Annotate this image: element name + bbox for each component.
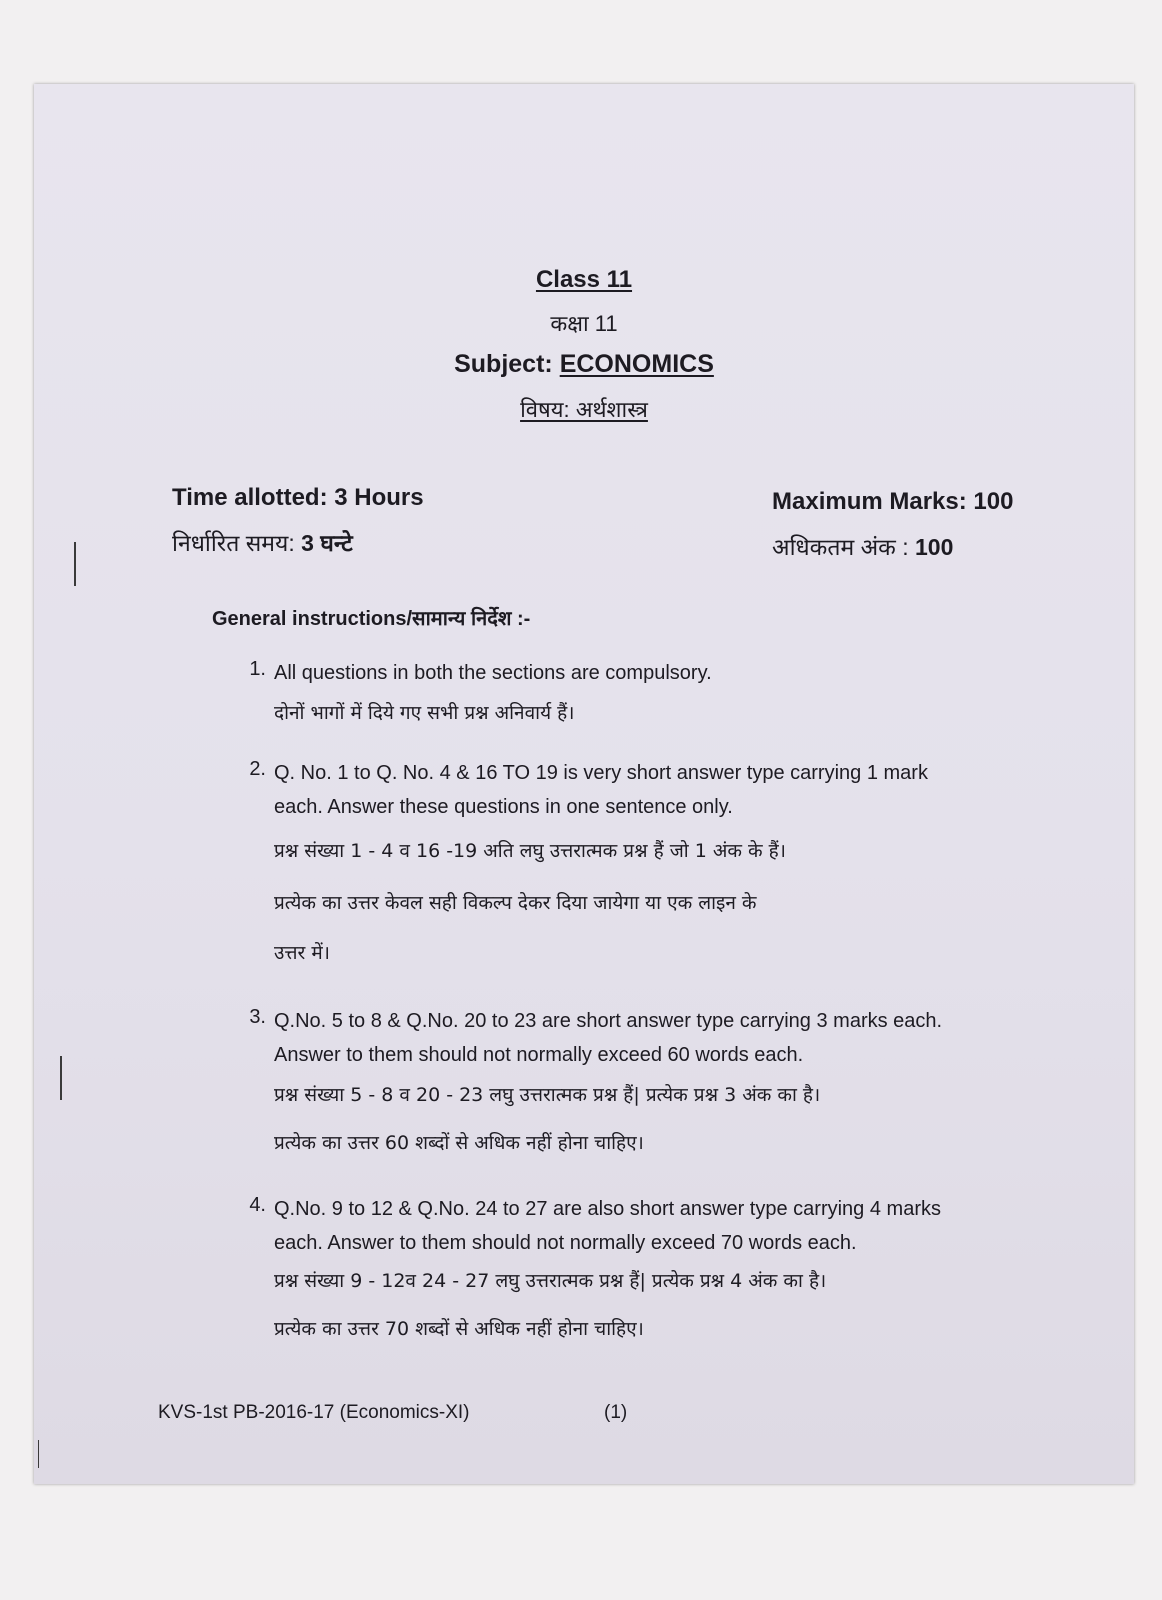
maximum-marks-english: Maximum Marks: 100 bbox=[772, 488, 1014, 515]
instruction-number: 2. bbox=[249, 758, 266, 780]
instruction-text-hi: प्रश्न संख्या 1 - 4 व 16 -19 अति लघु उत्तरात्मक प्रश्न हैं जो 1 अंक के हैं। bbox=[274, 840, 786, 862]
instruction-text-en: each. Answer these questions in one sentence only. bbox=[274, 796, 733, 818]
subject-title-hindi: विषय: अर्थशास्त्र bbox=[520, 397, 648, 422]
instruction-text-hi: उत्तर में। bbox=[274, 942, 330, 964]
footer-page-number: (1) bbox=[604, 1402, 628, 1423]
time-allotted bbox=[172, 484, 424, 558]
instruction-item bbox=[236, 758, 1076, 968]
instruction-item bbox=[236, 658, 1076, 728]
subject-title: Subject: ECONOMICS bbox=[454, 350, 714, 378]
instruction-text-en: each. Answer to them should not normally exceed 70 words each. bbox=[274, 1232, 857, 1254]
instruction-number: 1. bbox=[249, 658, 266, 680]
instruction-text-hi: प्रश्न संख्या 9 - 12व 24 - 27 लघु उत्तरात्मक प्रश्न हैं| प्रत्येक प्रश्न 4 अंक का है। bbox=[274, 1270, 827, 1292]
class-title-hindi: कक्षा 11 bbox=[550, 311, 618, 336]
footer-paper-code: KVS-1st PB-2016-17 (Economics-XI) bbox=[158, 1402, 470, 1423]
maximum-marks-hindi: अधिकतम अंक : 100 bbox=[772, 534, 954, 560]
instruction-text-hi: प्रश्न संख्या 5 - 8 व 20 - 23 लघु उत्तरात्मक प्रश्न हैं| प्रत्येक प्रश्न 3 अंक का है। bbox=[274, 1084, 821, 1106]
time-allotted-hindi: निर्धारित समय: 3 घन्टे bbox=[172, 530, 353, 556]
left-margin-mark-top bbox=[74, 542, 76, 586]
instruction-text-hi: प्रत्येक का उत्तर केवल सही विकल्प देकर दिया जायेगा या एक लाइन के bbox=[274, 892, 757, 914]
instruction-text-en: Q.No. 5 to 8 & Q.No. 20 to 23 are short answer type carrying 3 marks each. bbox=[274, 1010, 943, 1032]
instruction-item bbox=[236, 1194, 1076, 1344]
instruction-text-hi: प्रत्येक का उत्तर 70 शब्दों से अधिक नहीं होना चाहिए। bbox=[274, 1318, 644, 1340]
edge-mark-bottom bbox=[38, 1440, 39, 1468]
instruction-number: 3. bbox=[249, 1006, 266, 1028]
instruction-text-en: Q.No. 9 to 12 & Q.No. 24 to 27 are also short answer type carrying 4 marks bbox=[274, 1198, 941, 1220]
instruction-number: 4. bbox=[249, 1194, 266, 1216]
instruction-item bbox=[236, 1006, 1076, 1158]
class-title: Class 11 bbox=[535, 266, 633, 293]
instruction-text-en: All questions in both the sections are compulsory. bbox=[274, 662, 712, 684]
maximum-marks bbox=[772, 488, 1013, 562]
exam-paper-page bbox=[34, 84, 1134, 1484]
instruction-text-hi: प्रत्येक का उत्तर 60 शब्दों से अधिक नहीं होना चाहिए। bbox=[274, 1132, 644, 1154]
instruction-text-en: Q. No. 1 to Q. No. 4 & 16 TO 19 is very short answer type carrying 1 mark bbox=[274, 762, 928, 784]
time-allotted-english: Time allotted: 3 Hours bbox=[172, 484, 424, 511]
instruction-text-en: Answer to them should not normally exceed 60 words each. bbox=[274, 1044, 804, 1066]
general-instructions-heading: General instructions/सामान्य निर्देश :- bbox=[212, 608, 531, 630]
left-margin-mark-middle bbox=[60, 1056, 62, 1100]
instruction-text-hi: दोनों भागों में दिये गए सभी प्रश्न अनिवार्य हैं। bbox=[274, 702, 575, 724]
